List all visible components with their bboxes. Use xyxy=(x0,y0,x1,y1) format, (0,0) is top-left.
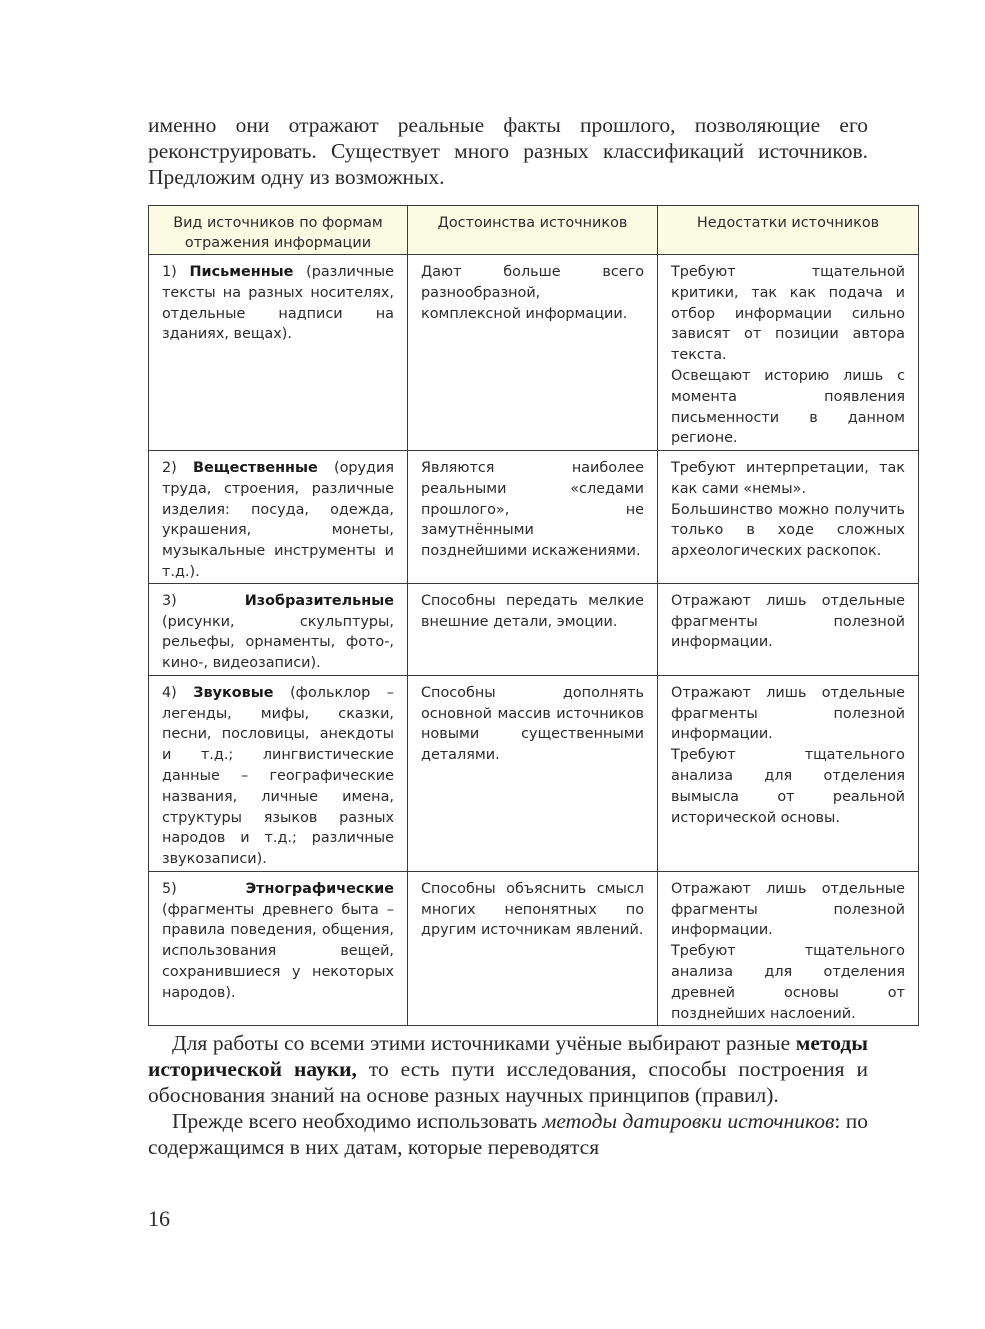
table-row xyxy=(149,451,919,584)
italic-term: методы датировки источников xyxy=(542,1109,835,1133)
source-type-cell xyxy=(149,675,408,871)
disadvantage-item: Требуют интерпретации, так как сами «немы». xyxy=(671,460,905,497)
sources-table xyxy=(148,205,919,1026)
advantages-cell xyxy=(408,871,658,1025)
bold-term: методы исторической науки, xyxy=(148,1031,869,1081)
row-number: 2) xyxy=(162,460,177,476)
text-span: : по содержащимся в них датам, которые переводятся xyxy=(148,1109,869,1159)
source-type-cell xyxy=(149,451,408,584)
advantage-item: Являются наиболее реальными «следами прошлого», не замутнёнными позднейшими искажениями. xyxy=(421,460,644,560)
dating-paragraph xyxy=(148,1108,868,1160)
intro-block xyxy=(148,112,868,190)
table-row xyxy=(149,255,919,451)
source-type-name: Письменные xyxy=(189,264,294,280)
disadvantage-item: Отражают лишь отдельные фрагменты полезной информации. xyxy=(671,684,905,743)
row-number: 1) xyxy=(162,264,177,280)
disadvantages-cell xyxy=(658,255,919,451)
source-type-name: Изобразительные xyxy=(244,592,394,609)
disadvantages-cell xyxy=(658,451,919,584)
disadvantages-cell xyxy=(658,871,919,1025)
source-type-name: Звуковые xyxy=(193,684,274,701)
disadvantages-cell xyxy=(658,675,919,871)
header-source-type: Вид источников по формам отражения информации xyxy=(149,206,408,255)
table-row xyxy=(149,583,919,675)
disadvantage-item: Отражают лишь отдельные фрагменты полезной информации. xyxy=(671,880,905,939)
source-type-description: (различные тексты на разных носителях, отдельные надписи на зданиях, вещах). xyxy=(162,264,395,343)
methods-paragraph xyxy=(148,1030,868,1108)
intro-paragraph: именно они отражают реальные факты прошлого, позволяющие его реконструировать. Существует много разных классификаций источников. Предложим одну из возможных. xyxy=(148,113,868,189)
advantage-item: Дают больше всего разнообразной, комплексной информации. xyxy=(421,264,644,322)
disadvantage-item: Освещают историю лишь с момента появления письменности в данном регионе. xyxy=(671,367,905,447)
disadvantage-item: Отражают лишь отдельные фрагменты полезной информации. xyxy=(671,592,905,651)
header-disadvantages: Недостатки источников xyxy=(658,206,919,255)
advantage-item: Способны передать мелкие внешние детали, эмоции. xyxy=(421,592,644,630)
advantages-cell xyxy=(408,583,658,675)
source-type-name: Вещественные xyxy=(192,460,318,476)
body-text-block xyxy=(148,1030,868,1160)
source-type-description: (фрагменты древнего быта – правила поведения, общения, использования вещей, сохранившиеся у некоторых народов). xyxy=(162,901,394,1001)
advantages-cell xyxy=(408,255,658,451)
text-span: Для работы со всеми этими источниками учёные выбирают разные xyxy=(172,1031,791,1055)
row-number: 5) xyxy=(162,880,177,897)
advantage-item: Способны дополнять основной массив источников новыми существенными деталями. xyxy=(421,684,644,764)
text-span: Прежде всего необходимо использовать xyxy=(172,1109,538,1133)
advantages-cell xyxy=(408,675,658,871)
table-header-row xyxy=(149,206,919,255)
source-type-description: (орудия труда, строения, различные изделия: посуда, одежда, украшения, монеты, музыкальные инструменты и т.д.). xyxy=(162,460,395,580)
table-row xyxy=(149,675,919,871)
source-type-description: (фольклор – легенды, мифы, сказки, песни, пословицы, анекдоты и т.д.; лингвистические данные – географические названия, личные имена, структуры языков разных народов и т.д.; различные звукозаписи). xyxy=(162,684,394,868)
header-advantages: Достоинства источников xyxy=(408,206,658,255)
row-number: 4) xyxy=(162,684,177,701)
table-row xyxy=(149,871,919,1025)
source-type-name: Этнографические xyxy=(245,880,394,897)
page-number: 16 xyxy=(148,1206,170,1231)
advantages-cell xyxy=(408,451,658,584)
disadvantage-item: Требуют тщательного анализа для отделения вымысла от реальной исторической основы. xyxy=(671,747,905,826)
disadvantage-item: Большинство можно получить только в ходе сложных археологических раскопок. xyxy=(671,501,905,560)
source-type-cell xyxy=(149,871,408,1025)
disadvantages-cell xyxy=(658,583,919,675)
source-type-cell xyxy=(149,583,408,675)
disadvantage-item: Требуют тщательной критики, так как подача и отбор информации сильно зависят от позиции автора текста. xyxy=(671,264,905,364)
source-type-cell xyxy=(149,255,408,451)
text-span: то есть пути исследования, способы построения и обоснования знаний на основе разных научных принципов (правил). xyxy=(148,1057,869,1107)
source-type-description: (рисунки, скульптуры, рельефы, орнаменты, фото-, кино-, видеозаписи). xyxy=(162,613,394,672)
disadvantage-item: Требуют тщательного анализа для отделения древней основы от позднейших наслоений. xyxy=(671,943,905,1022)
row-number: 3) xyxy=(162,592,177,609)
advantage-item: Способны объяснить смысл многих непонятных по другим источникам явлений. xyxy=(421,880,644,939)
